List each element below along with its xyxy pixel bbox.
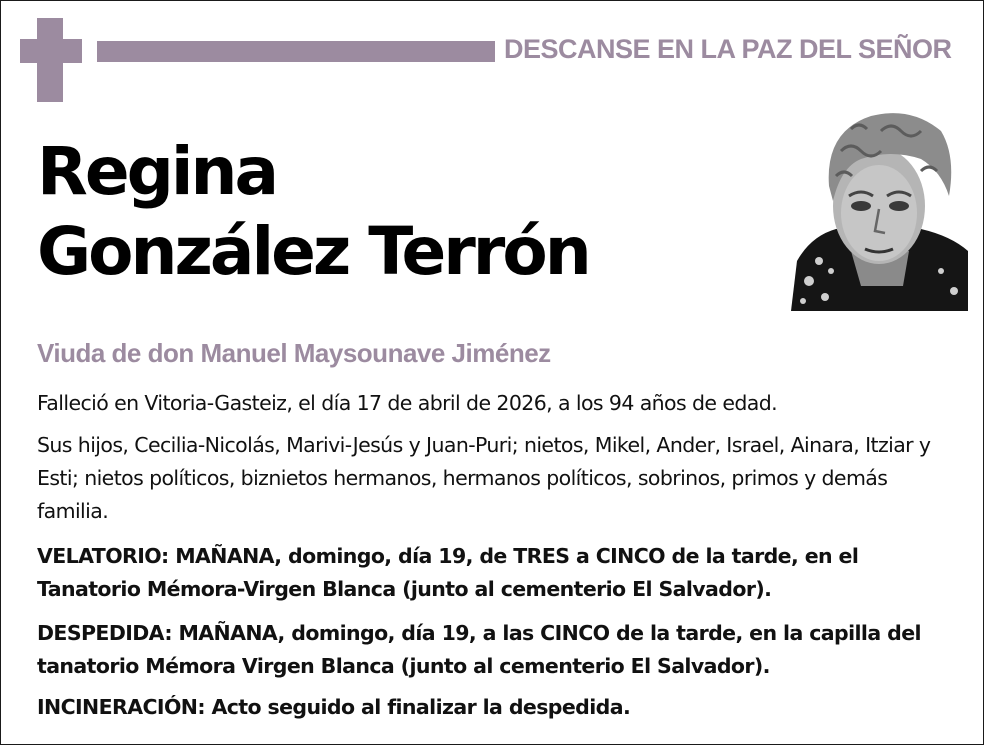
header-banner: DESCANSE EN LA PAZ DEL SEÑOR — [504, 34, 952, 64]
header-rule — [97, 41, 495, 62]
velatorio-notice: VELATORIO: MAÑANA, domingo, día 19, de TRES a CINCO de la tarde, en el Tanatorio Mémora-Virgen Blanca (junto al cementerio El Salvador). — [37, 544, 859, 601]
incineracion-notice: INCINERACIÓN: Acto seguido al finalizar la despedida. — [37, 695, 631, 719]
portrait-photo — [791, 101, 968, 311]
cross-icon-bar — [20, 39, 82, 63]
spouse-line: Viuda de don Manuel Maysounave Jiménez — [37, 338, 551, 368]
portrait-image — [791, 101, 968, 311]
death-notice: Falleció en Vitoria-Gasteiz, el día 17 de abril de 2026, a los 94 años de edad. — [37, 391, 778, 415]
family-list: Sus hijos, Cecilia-Nicolás, Marivi-Jesús y Juan-Puri; nietos, Mikel, Ander, Israel, Ainara, Itziar y Esti; nietos políticos, biznietos hermanos, hermanos políticos, sobrinos, primos y demás familia. — [37, 433, 931, 523]
deceased-first-name: Regina — [37, 133, 276, 210]
deceased-surnames: González Terrón — [37, 213, 589, 290]
despedida-notice: DESPEDIDA: MAÑANA, domingo, día 19, a las CINCO de la tarde, en la capilla del tanatorio Mémora Virgen Blanca (junto al cementerio El Salvador). — [37, 621, 921, 678]
